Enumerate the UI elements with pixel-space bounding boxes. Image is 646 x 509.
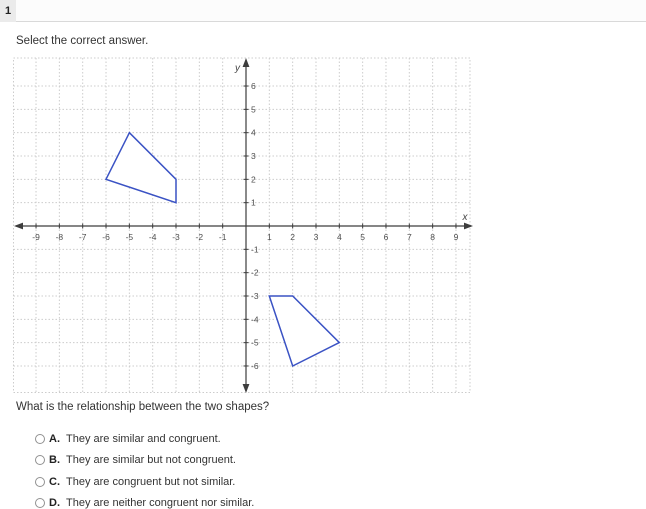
x-tick-label: -6 [102, 232, 110, 242]
x-tick-label: -8 [55, 232, 64, 242]
y-tick-label: 4 [251, 127, 256, 138]
x-tick-label: 4 [336, 232, 342, 242]
y-tick-label: 2 [251, 174, 256, 185]
x-tick-label: 9 [453, 232, 459, 242]
option-c-text: They are congruent but not similar. [66, 475, 236, 488]
x-tick-label: 3 [313, 232, 319, 242]
option-b-text: They are similar but not congruent. [66, 454, 236, 466]
x-tick-label: -5 [125, 232, 134, 242]
y-tick-label: -2 [251, 267, 259, 278]
quadrilateral-upper-left [106, 133, 176, 203]
x-tick-label: -7 [78, 232, 87, 242]
coordinate-plane-figure [0, 55, 646, 400]
option-b[interactable] [35, 452, 595, 469]
y-tick-label: 5 [251, 104, 256, 115]
option-a-radio[interactable] [35, 434, 45, 444]
answer-options [35, 430, 595, 509]
axis-arrowhead [243, 384, 250, 393]
axis-arrowhead [464, 223, 473, 230]
x-tick-label: -9 [32, 232, 40, 242]
x-tick-label: 2 [290, 232, 296, 242]
option-a-text: They are similar and congruent. [66, 432, 221, 445]
x-tick-label: 8 [430, 232, 436, 242]
option-c[interactable] [35, 473, 595, 490]
x-tick-label: 1 [266, 232, 272, 242]
quadrilateral-lower-right [269, 296, 339, 366]
y-tick-label: -4 [251, 314, 259, 325]
option-a[interactable] [35, 430, 595, 447]
question-text: What is the relationship between the two shapes? [16, 401, 270, 413]
x-tick-label: -3 [172, 232, 180, 242]
y-tick-label: 3 [251, 151, 256, 162]
option-c-letter: C. [49, 475, 60, 488]
y-axis-label: y [235, 63, 240, 74]
x-tick-label: -2 [195, 232, 204, 242]
option-c-radio[interactable] [35, 477, 45, 487]
x-tick-label: -4 [148, 232, 157, 242]
x-tick-label: 5 [360, 232, 366, 242]
option-d[interactable] [35, 495, 595, 509]
y-tick-label: 6 [251, 81, 256, 92]
option-d-text: They are neither congruent nor similar. [66, 497, 255, 509]
y-tick-label: 1 [251, 197, 256, 208]
y-tick-label: -3 [251, 290, 259, 301]
question-number-bar [0, 0, 646, 22]
y-tick-label: -6 [251, 360, 259, 371]
option-d-letter: D. [49, 497, 60, 509]
option-b-radio[interactable] [35, 455, 45, 465]
y-tick-label: -5 [251, 337, 259, 348]
option-d-radio[interactable] [35, 498, 45, 508]
x-tick-label: 6 [383, 232, 389, 242]
axis-arrowhead [243, 58, 250, 67]
y-tick-label: -1 [251, 244, 259, 255]
x-tick-label: 7 [406, 232, 412, 242]
x-tick-label: -1 [218, 232, 227, 242]
option-b-letter: B. [49, 454, 60, 466]
question-number-tab[interactable]: 1 [0, 0, 16, 22]
instruction-text: Select the correct answer. [16, 35, 149, 47]
axis-arrowhead [14, 223, 23, 230]
option-a-letter: A. [49, 432, 60, 445]
x-axis-label: x [462, 212, 468, 223]
